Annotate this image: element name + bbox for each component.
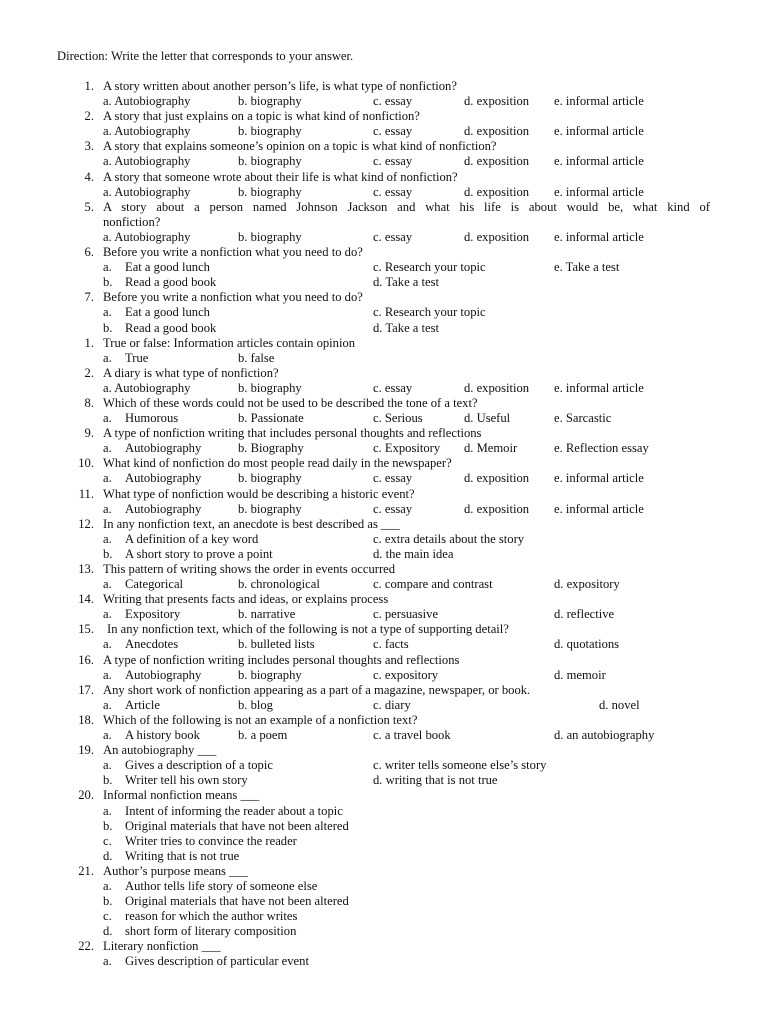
option-b: b. Original materials that have not been altered <box>103 894 349 909</box>
options-row <box>0 471 768 486</box>
option-b: b. biography <box>238 229 302 244</box>
option-e: e. Reflection essay <box>554 441 649 456</box>
option-a: a. Eat a good lunch <box>103 305 210 320</box>
options-row <box>0 321 768 336</box>
question-text: Author’s purpose means ___ <box>103 863 248 878</box>
option-b: b. Passionate <box>238 411 304 426</box>
question-number: 1. <box>84 79 94 93</box>
option-b: b. biography <box>238 380 302 395</box>
option-e: e. Take a test <box>554 260 620 275</box>
question-text: Literary nonfiction ___ <box>103 939 221 954</box>
option-d: d. exposition <box>464 501 530 516</box>
question-number: 18. <box>78 712 94 727</box>
option-b: b. A short story to prove a point <box>103 546 273 561</box>
question-diary <box>0 366 768 381</box>
question-number: 2. <box>84 109 94 124</box>
question-text: A story that explains someone’s opinion on a topic is what kind of nonfiction? <box>103 139 497 154</box>
options-row <box>0 351 768 366</box>
options-row <box>0 698 768 713</box>
option-d: d. Memoir <box>464 441 518 456</box>
question-20 <box>0 788 768 803</box>
option-d: d. exposition <box>464 94 530 109</box>
option-a: a. Expository <box>103 607 181 622</box>
question-6 <box>0 245 768 260</box>
question-text: A diary is what type of nonfiction? <box>103 365 279 380</box>
options-row <box>0 185 768 200</box>
option-e: e. informal article <box>554 124 644 139</box>
options-row <box>0 154 768 169</box>
option-d: d. exposition <box>464 229 530 244</box>
question-number: 5. <box>84 199 94 214</box>
option-e: e. informal article <box>554 94 644 109</box>
question-text: An autobiography ___ <box>103 743 217 758</box>
option-a: a. Anecdotes <box>103 637 179 652</box>
question-9 <box>0 426 768 441</box>
option-d: d. Take a test <box>373 275 440 290</box>
question-text: In any nonfiction text, which of the following is not a type of supporting detail? <box>107 622 509 637</box>
option-d: d. expository <box>554 577 620 592</box>
question-number: 21. <box>78 863 94 878</box>
question-text: A story about a person named Johnson Jackson and what his life is about would be, what kind of <box>103 199 710 214</box>
option-a: a. Article <box>103 697 160 712</box>
question-1 <box>0 79 768 94</box>
option-c: c. Research your topic <box>373 260 486 275</box>
question-number: 13. <box>78 562 94 576</box>
question-number: 2. <box>84 365 94 380</box>
option-c: c. Research your topic <box>373 305 486 320</box>
question-number: 8. <box>84 395 94 410</box>
option-a: a. Humorous <box>103 411 179 426</box>
option-b: b. Original materials that have not been altered <box>103 818 349 833</box>
option-b: b. chronological <box>238 577 320 592</box>
option-c: c. essay <box>373 124 413 139</box>
option-c: c. persuasive <box>373 607 439 622</box>
options-row <box>0 260 768 275</box>
option-d: d. Take a test <box>373 320 440 335</box>
options-row <box>0 758 768 773</box>
question-text: A type of nonfiction writing that includes personal thoughts and reflections <box>103 426 482 441</box>
option-e: e. informal article <box>554 471 644 486</box>
question-3 <box>0 139 768 154</box>
option-d: d. exposition <box>464 184 530 199</box>
option-b: b. bulleted lists <box>238 637 315 652</box>
question-4 <box>0 170 768 185</box>
question-number: 4. <box>84 169 94 184</box>
question-number: 7. <box>84 290 94 305</box>
question-text: A story that just explains on a topic is what kind of nonfiction? <box>103 109 420 124</box>
option-c: c. essay <box>373 184 413 199</box>
option-b: b. false <box>238 350 275 365</box>
option-c: c. a travel book <box>373 728 451 743</box>
option-c: c. essay <box>373 154 413 169</box>
option-b: b. biography <box>238 154 302 169</box>
option-d: d. novel <box>599 697 640 712</box>
option-a: a. Autobiography <box>103 124 191 139</box>
option-d: d. an autobiography <box>554 728 655 743</box>
option-e: e. informal article <box>554 184 644 199</box>
option-c: c. facts <box>373 637 409 652</box>
question-15 <box>0 622 768 637</box>
question-16 <box>0 653 768 668</box>
question-number: 15. <box>78 622 94 637</box>
options-row <box>0 441 768 456</box>
option-c: c. essay <box>373 94 413 109</box>
question-number: 1. <box>84 335 94 350</box>
question-5-continued <box>0 215 768 230</box>
question-8 <box>0 396 768 411</box>
option-d: d. exposition <box>464 380 530 395</box>
option-b: b. biography <box>238 124 302 139</box>
question-14 <box>0 592 768 607</box>
question-text: Any short work of nonfiction appearing as a part of a magazine, newspaper, or book. <box>103 682 531 697</box>
option-a: a. Gives a description of a topic <box>103 758 273 773</box>
option-b: b. biography <box>238 667 302 682</box>
option-e: e. informal article <box>554 154 644 169</box>
question-12 <box>0 517 768 532</box>
options-row <box>0 411 768 426</box>
question-7 <box>0 290 768 305</box>
question-number: 20. <box>78 788 94 803</box>
option-b: b. Read a good book <box>103 320 217 335</box>
option-e: e. informal article <box>554 501 644 516</box>
question-number: 6. <box>84 245 94 260</box>
question-number: 19. <box>78 743 94 758</box>
option-d: d. exposition <box>464 154 530 169</box>
option-c: c. diary <box>373 697 411 712</box>
option-b: b. Read a good book <box>103 275 217 290</box>
option-a: a. True <box>103 350 149 365</box>
option-c: c. essay <box>373 380 413 395</box>
option-d: d. Useful <box>464 411 511 426</box>
option-c: c. Writer tries to convince the reader <box>103 833 297 848</box>
options-row <box>0 668 768 683</box>
option-d: d. reflective <box>554 607 615 622</box>
option-a: a. Intent of informing the reader about a topic <box>103 803 343 818</box>
option-d: d. exposition <box>464 471 530 486</box>
question-text: In any nonfiction text, an anecdote is best described as ___ <box>103 516 400 531</box>
question-text: Which of the following is not an example of a nonfiction text? <box>103 712 418 727</box>
option-b: b. a poem <box>238 728 288 743</box>
question-text: What type of nonfiction would be describing a historic event? <box>103 486 415 501</box>
question-text: Which of these words could not be used to be described the tone of a text? <box>103 395 478 410</box>
options-row <box>0 94 768 109</box>
question-number: 9. <box>84 426 94 441</box>
option-d: d. exposition <box>464 124 530 139</box>
option-b: b. biography <box>238 471 302 486</box>
option-d: d. short form of literary composition <box>103 924 297 939</box>
question-18 <box>0 713 768 728</box>
option-c: c. reason for which the author writes <box>103 909 298 924</box>
question-22 <box>0 939 768 954</box>
option-a: a. Autobiography <box>103 154 191 169</box>
question-text: This pattern of writing shows the order in events occurred <box>103 562 396 576</box>
option-d: d. the main idea <box>373 546 454 561</box>
question-11 <box>0 487 768 502</box>
option-a: a. Autobiography <box>103 94 191 109</box>
option-c: c. essay <box>373 471 413 486</box>
question-text: True or false: Information articles contain opinion <box>103 335 356 350</box>
option-a: a. Autobiography <box>103 229 191 244</box>
option-b: b. biography <box>238 184 302 199</box>
question-text: A story written about another person’s life, is what type of nonfiction? <box>103 79 457 93</box>
options-row <box>0 577 768 592</box>
option-a: a. Eat a good lunch <box>103 260 210 275</box>
option-a: a. Autobiography <box>103 441 202 456</box>
options-row <box>0 728 768 743</box>
question-number: 3. <box>84 139 94 154</box>
question-list <box>0 79 768 970</box>
option-e: e. informal article <box>554 380 644 395</box>
question-text: A type of nonfiction writing includes personal thoughts and reflections <box>103 652 460 667</box>
question-text-continued: nonfiction? <box>103 214 161 229</box>
option-a: a. A history book <box>103 728 200 743</box>
options-row <box>0 230 768 245</box>
option-d: d. writing that is not true <box>373 773 498 788</box>
option-c: c. essay <box>373 229 413 244</box>
option-c: c. Expository <box>373 441 441 456</box>
option-c: c. essay <box>373 501 413 516</box>
option-c: c. compare and contrast <box>373 577 493 592</box>
option-a: a. Autobiography <box>103 471 202 486</box>
options-row <box>0 532 768 547</box>
options-row <box>0 637 768 652</box>
question-number: 10. <box>78 456 94 471</box>
option-b: b. narrative <box>238 607 296 622</box>
option-a: a. Gives description of particular event <box>103 954 309 969</box>
question-2 <box>0 109 768 124</box>
option-a: a. Autobiography <box>103 380 191 395</box>
options-row <box>0 124 768 139</box>
option-a: a. Autobiography <box>103 501 202 516</box>
question-19 <box>0 743 768 758</box>
option-b: b. biography <box>238 94 302 109</box>
question-text: What kind of nonfiction do most people read daily in the newspaper? <box>103 456 452 471</box>
question-text: Informal nonfiction means ___ <box>103 788 260 803</box>
question-number: 12. <box>78 516 94 531</box>
options-row <box>0 381 768 396</box>
option-c: c. expository <box>373 667 439 682</box>
question-number: 11. <box>78 486 94 501</box>
question-true-false <box>0 336 768 351</box>
options-row <box>0 275 768 290</box>
option-a: a. Autobiography <box>103 667 202 682</box>
question-text: Writing that presents facts and ideas, or explains process <box>103 592 389 607</box>
option-d: d. quotations <box>554 637 620 652</box>
option-e: e. informal article <box>554 229 644 244</box>
options-row <box>0 547 768 562</box>
option-b: b. Biography <box>238 441 304 456</box>
question-text: Before you write a nonfiction what you need to do? <box>103 290 363 305</box>
option-d: d. memoir <box>554 667 606 682</box>
options-row <box>0 305 768 320</box>
option-a: a. Categorical <box>103 577 184 592</box>
option-b: b. blog <box>238 697 273 712</box>
options-row <box>0 607 768 622</box>
question-21 <box>0 864 768 879</box>
question-17 <box>0 683 768 698</box>
question-10 <box>0 456 768 471</box>
question-5 <box>0 200 768 215</box>
question-number: 14. <box>78 592 94 607</box>
option-c: c. Serious <box>373 411 423 426</box>
options-row <box>0 773 768 788</box>
option-e: e. Sarcastic <box>554 411 612 426</box>
question-number: 22. <box>78 939 94 954</box>
option-b: b. biography <box>238 501 302 516</box>
option-a: a. A definition of a key word <box>103 531 259 546</box>
question-13 <box>0 562 768 577</box>
option-a: a. Autobiography <box>103 184 191 199</box>
option-d: d. Writing that is not true <box>103 848 240 863</box>
question-text: A story that someone wrote about their life is what kind of nonfiction? <box>103 169 458 184</box>
option-c: c. extra details about the story <box>373 531 525 546</box>
question-number: 16. <box>78 652 94 667</box>
option-a: a. Author tells life story of someone else <box>103 878 318 893</box>
option-c: c. writer tells someone else’s story <box>373 758 547 773</box>
question-number: 17. <box>78 682 94 697</box>
question-text: Before you write a nonfiction what you need to do? <box>103 245 363 260</box>
options-row <box>0 502 768 517</box>
directions: Direction: Write the letter that corresponds to your answer. <box>57 49 354 63</box>
option-b: b. Writer tell his own story <box>103 773 248 788</box>
